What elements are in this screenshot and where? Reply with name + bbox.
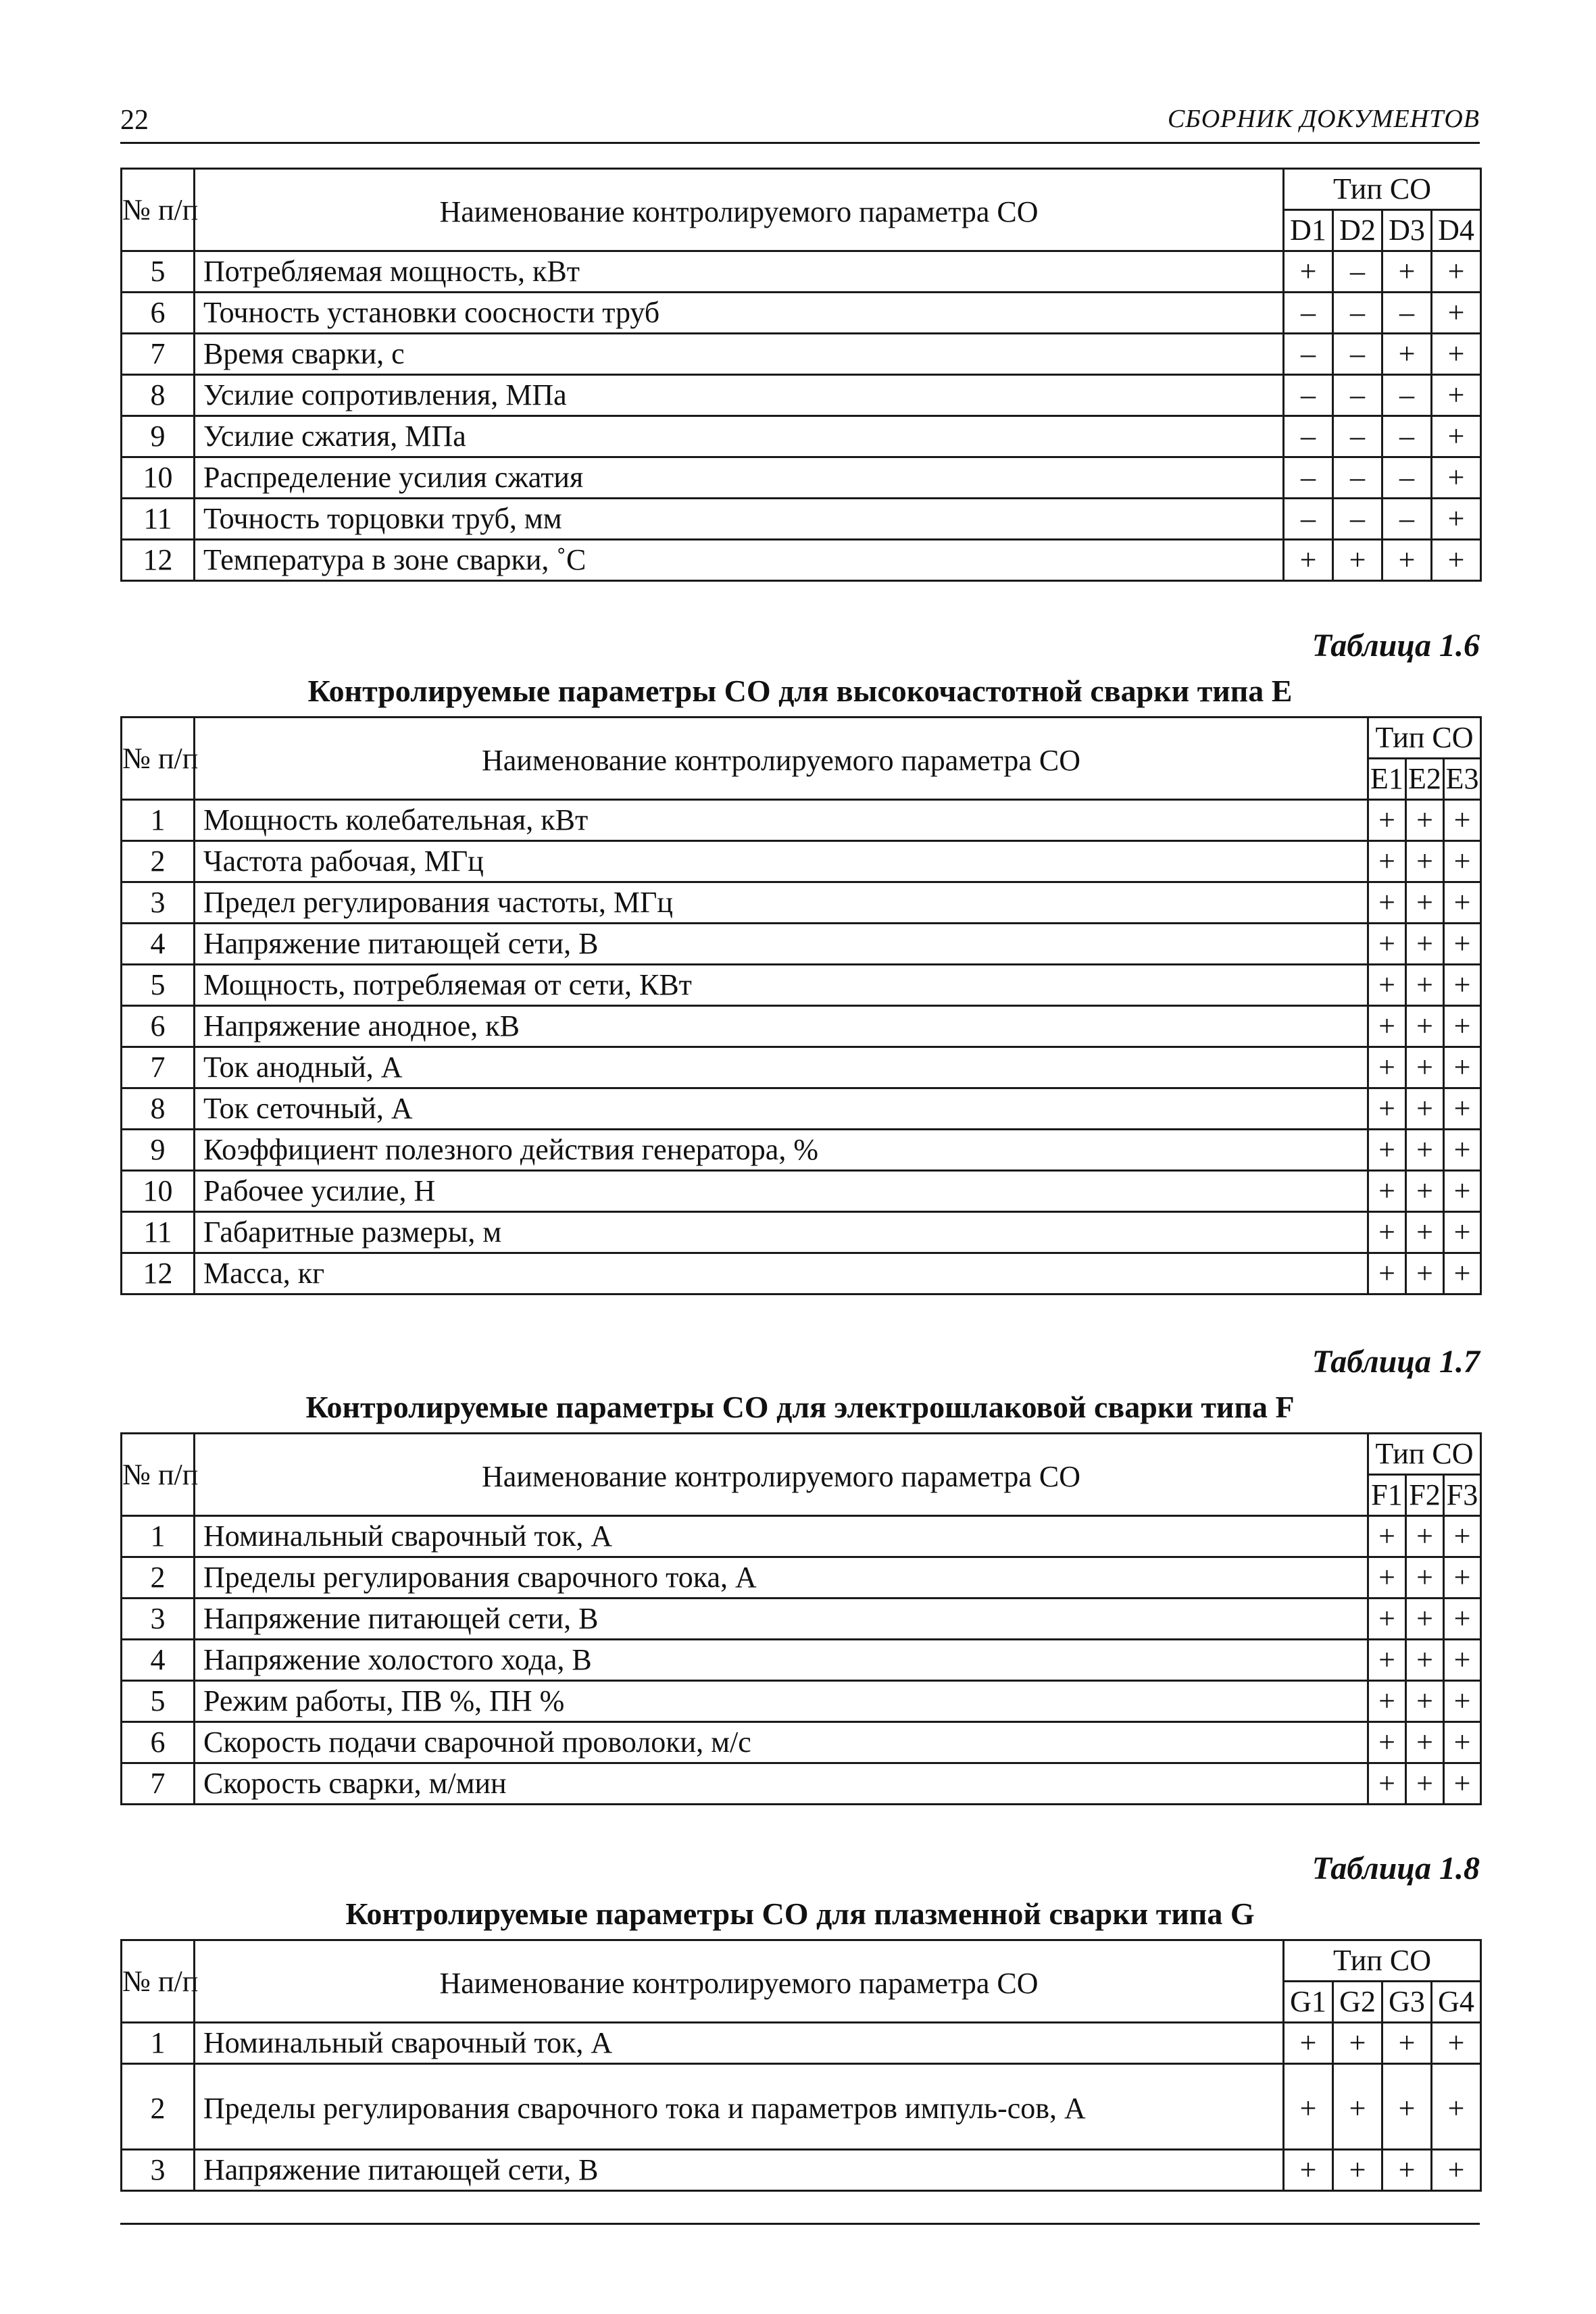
table-type-g bbox=[120, 1939, 1482, 2192]
header-col-f3: F3 bbox=[1444, 1475, 1481, 1516]
table-row bbox=[122, 1516, 1481, 1557]
applicability-mark: + bbox=[1432, 2150, 1481, 2191]
header-col-d1: D1 bbox=[1284, 210, 1333, 251]
parameter-name: Мощность, потребляемая от сети, КВт bbox=[195, 965, 1368, 1006]
table-label: Таблица 1.8 bbox=[1312, 1851, 1480, 1886]
table-row bbox=[122, 2150, 1481, 2191]
parameter-name: Напряжение питающей сети, В bbox=[195, 1599, 1368, 1640]
row-number: 1 bbox=[122, 2023, 195, 2064]
table-row bbox=[122, 800, 1481, 841]
header-parameter-name: Наименование контролируемого параметра СО bbox=[195, 718, 1368, 800]
applicability-mark: + bbox=[1406, 1253, 1444, 1294]
parameter-name: Рабочее усилие, Н bbox=[195, 1171, 1368, 1212]
applicability-mark: – bbox=[1333, 416, 1382, 457]
applicability-mark: – bbox=[1284, 334, 1333, 375]
header-num: № п/п bbox=[122, 169, 195, 251]
row-number: 3 bbox=[122, 882, 195, 924]
row-number: 7 bbox=[122, 334, 195, 375]
row-number: 8 bbox=[122, 375, 195, 416]
header-type-so: Тип СО bbox=[1368, 1434, 1481, 1475]
applicability-mark: – bbox=[1382, 416, 1432, 457]
applicability-mark: + bbox=[1406, 1557, 1444, 1599]
applicability-mark: + bbox=[1284, 251, 1333, 293]
applicability-mark: + bbox=[1368, 1722, 1406, 1763]
header-col-g1: G1 bbox=[1284, 1982, 1333, 2023]
applicability-mark: + bbox=[1382, 2064, 1432, 2150]
applicability-mark: + bbox=[1368, 1253, 1406, 1294]
parameter-name: Напряжение питающей сети, В bbox=[195, 2150, 1284, 2191]
applicability-mark: – bbox=[1284, 416, 1333, 457]
table-row bbox=[122, 1171, 1481, 1212]
table-row bbox=[122, 334, 1481, 375]
applicability-mark: + bbox=[1368, 1047, 1406, 1088]
parameter-name: Коэффициент полезного действия генератора, % bbox=[195, 1130, 1368, 1171]
applicability-mark: – bbox=[1284, 499, 1333, 540]
header-parameter-name: Наименование контролируемого параметра СО bbox=[195, 1434, 1368, 1516]
parameter-name: Напряжение холостого хода, В bbox=[195, 1640, 1368, 1681]
table-row bbox=[122, 2064, 1481, 2150]
table-row bbox=[122, 882, 1481, 924]
applicability-mark: + bbox=[1368, 882, 1406, 924]
header-col-d2: D2 bbox=[1333, 210, 1382, 251]
applicability-mark: + bbox=[1368, 924, 1406, 965]
table-row bbox=[122, 1599, 1481, 1640]
applicability-mark: + bbox=[1333, 540, 1382, 581]
applicability-mark: + bbox=[1368, 1006, 1406, 1047]
row-number: 10 bbox=[122, 457, 195, 499]
applicability-mark: – bbox=[1333, 334, 1382, 375]
applicability-mark: + bbox=[1368, 1681, 1406, 1722]
row-number: 9 bbox=[122, 1130, 195, 1171]
applicability-mark: – bbox=[1382, 457, 1432, 499]
applicability-mark: + bbox=[1284, 2150, 1333, 2191]
page-number: 22 bbox=[120, 105, 149, 136]
table-row bbox=[122, 416, 1481, 457]
applicability-mark: + bbox=[1368, 841, 1406, 882]
applicability-mark: + bbox=[1432, 251, 1481, 293]
header-num: № п/п bbox=[122, 1940, 195, 2023]
applicability-mark: + bbox=[1406, 882, 1444, 924]
applicability-mark: + bbox=[1406, 1130, 1444, 1171]
applicability-mark: – bbox=[1333, 375, 1382, 416]
applicability-mark: + bbox=[1432, 334, 1481, 375]
applicability-mark: + bbox=[1406, 1047, 1444, 1088]
row-number: 1 bbox=[122, 1516, 195, 1557]
parameter-name: Скорость подачи сварочной проволоки, м/с bbox=[195, 1722, 1368, 1763]
header-col-g2: G2 bbox=[1333, 1982, 1382, 2023]
applicability-mark: + bbox=[1406, 1171, 1444, 1212]
row-number: 3 bbox=[122, 1599, 195, 1640]
applicability-mark: + bbox=[1406, 1763, 1444, 1805]
applicability-mark: + bbox=[1432, 375, 1481, 416]
row-number: 7 bbox=[122, 1047, 195, 1088]
header-parameter-name: Наименование контролируемого параметра СО bbox=[195, 1940, 1284, 2023]
row-number: 5 bbox=[122, 965, 195, 1006]
header-col-d3: D3 bbox=[1382, 210, 1432, 251]
applicability-mark: + bbox=[1444, 965, 1481, 1006]
parameter-name: Ток анодный, А bbox=[195, 1047, 1368, 1088]
parameter-name: Частота рабочая, МГц bbox=[195, 841, 1368, 882]
applicability-mark: + bbox=[1333, 2150, 1382, 2191]
applicability-mark: – bbox=[1333, 457, 1382, 499]
applicability-mark: – bbox=[1284, 375, 1333, 416]
parameter-name: Усилие сопротивления, МПа bbox=[195, 375, 1284, 416]
applicability-mark: + bbox=[1333, 2064, 1382, 2150]
applicability-mark: – bbox=[1382, 499, 1432, 540]
applicability-mark: + bbox=[1368, 1171, 1406, 1212]
row-number: 4 bbox=[122, 924, 195, 965]
header-col-e2: E2 bbox=[1406, 759, 1444, 800]
applicability-mark: + bbox=[1444, 1722, 1481, 1763]
parameter-name: Распределение усилия сжатия bbox=[195, 457, 1284, 499]
applicability-mark: + bbox=[1444, 1047, 1481, 1088]
applicability-mark: + bbox=[1444, 924, 1481, 965]
applicability-mark: + bbox=[1432, 416, 1481, 457]
table-row bbox=[122, 1088, 1481, 1130]
parameter-name: Время сварки, с bbox=[195, 334, 1284, 375]
parameter-name: Габаритные размеры, м bbox=[195, 1212, 1368, 1253]
applicability-mark: + bbox=[1368, 1763, 1406, 1805]
table-row bbox=[122, 1640, 1481, 1681]
applicability-mark: + bbox=[1406, 1212, 1444, 1253]
applicability-mark: + bbox=[1444, 1171, 1481, 1212]
applicability-mark: + bbox=[1382, 540, 1432, 581]
row-number: 6 bbox=[122, 293, 195, 334]
table-title: Контролируемые параметры СО для плазменной сварки типа G bbox=[345, 1896, 1255, 1931]
row-number: 10 bbox=[122, 1171, 195, 1212]
applicability-mark: – bbox=[1284, 457, 1333, 499]
applicability-mark: + bbox=[1444, 882, 1481, 924]
applicability-mark: + bbox=[1284, 2064, 1333, 2150]
applicability-mark: + bbox=[1406, 1088, 1444, 1130]
applicability-mark: + bbox=[1406, 965, 1444, 1006]
table-row bbox=[122, 924, 1481, 965]
applicability-mark: + bbox=[1406, 1681, 1444, 1722]
applicability-mark: + bbox=[1444, 841, 1481, 882]
header-col-f2: F2 bbox=[1406, 1475, 1444, 1516]
table-label: Таблица 1.6 bbox=[1312, 628, 1480, 663]
applicability-mark: + bbox=[1432, 293, 1481, 334]
applicability-mark: + bbox=[1382, 334, 1432, 375]
row-number: 12 bbox=[122, 1253, 195, 1294]
applicability-mark: + bbox=[1406, 841, 1444, 882]
header-num: № п/п bbox=[122, 718, 195, 800]
applicability-mark: + bbox=[1368, 1599, 1406, 1640]
row-number: 1 bbox=[122, 800, 195, 841]
parameter-name: Пределы регулирования сварочного тока и параметров импуль-сов, А bbox=[195, 2064, 1284, 2150]
applicability-mark: + bbox=[1444, 1557, 1481, 1599]
table-row bbox=[122, 1212, 1481, 1253]
row-number: 5 bbox=[122, 1681, 195, 1722]
row-number: 12 bbox=[122, 540, 195, 581]
row-number: 6 bbox=[122, 1006, 195, 1047]
row-number: 9 bbox=[122, 416, 195, 457]
header-type-so: Тип СО bbox=[1368, 718, 1481, 759]
applicability-mark: + bbox=[1406, 800, 1444, 841]
applicability-mark: + bbox=[1444, 1681, 1481, 1722]
applicability-mark: + bbox=[1368, 1516, 1406, 1557]
parameter-name: Температура в зоне сварки, ˚С bbox=[195, 540, 1284, 581]
applicability-mark: – bbox=[1382, 375, 1432, 416]
applicability-mark: + bbox=[1444, 1212, 1481, 1253]
table-row bbox=[122, 251, 1481, 293]
parameter-name: Номинальный сварочный ток, А bbox=[195, 2023, 1284, 2064]
table-row bbox=[122, 499, 1481, 540]
applicability-mark: – bbox=[1382, 293, 1432, 334]
header-col-d4: D4 bbox=[1432, 210, 1481, 251]
header-col-e3: E3 bbox=[1444, 759, 1481, 800]
table-row bbox=[122, 965, 1481, 1006]
parameter-name: Масса, кг bbox=[195, 1253, 1368, 1294]
table-label: Таблица 1.7 bbox=[1312, 1344, 1480, 1380]
applicability-mark: + bbox=[1382, 2150, 1432, 2191]
parameter-name: Скорость сварки, м/мин bbox=[195, 1763, 1368, 1805]
applicability-mark: + bbox=[1444, 1599, 1481, 1640]
table-title: Контролируемые параметры СО для высокочастотной сварки типа E bbox=[307, 674, 1293, 708]
header-col-f1: F1 bbox=[1368, 1475, 1406, 1516]
parameter-name: Усилие сжатия, МПа bbox=[195, 416, 1284, 457]
applicability-mark: + bbox=[1406, 1599, 1444, 1640]
parameter-name: Напряжение питающей сети, В bbox=[195, 924, 1368, 965]
parameter-name: Режим работы, ПВ %, ПН % bbox=[195, 1681, 1368, 1722]
header-col-g3: G3 bbox=[1382, 1982, 1432, 2023]
applicability-mark: + bbox=[1368, 1088, 1406, 1130]
parameter-name: Предел регулирования частоты, МГц bbox=[195, 882, 1368, 924]
applicability-mark: + bbox=[1406, 924, 1444, 965]
parameter-name: Точность торцовки труб, мм bbox=[195, 499, 1284, 540]
table-type-e bbox=[120, 716, 1482, 1295]
parameter-name: Точность установки соосности труб bbox=[195, 293, 1284, 334]
table-row bbox=[122, 1130, 1481, 1171]
applicability-mark: + bbox=[1406, 1006, 1444, 1047]
applicability-mark: + bbox=[1382, 2023, 1432, 2064]
table-row bbox=[122, 1006, 1481, 1047]
table-type-d bbox=[120, 168, 1482, 582]
row-number: 11 bbox=[122, 499, 195, 540]
parameter-name: Номинальный сварочный ток, А bbox=[195, 1516, 1368, 1557]
applicability-mark: + bbox=[1406, 1722, 1444, 1763]
applicability-mark: + bbox=[1368, 800, 1406, 841]
applicability-mark: + bbox=[1444, 1130, 1481, 1171]
table-row bbox=[122, 375, 1481, 416]
applicability-mark: + bbox=[1368, 1640, 1406, 1681]
applicability-mark: + bbox=[1368, 1212, 1406, 1253]
table-title: Контролируемые параметры СО для электрошлаковой сварки типа F bbox=[305, 1390, 1295, 1424]
row-number: 2 bbox=[122, 1557, 195, 1599]
header-parameter-name: Наименование контролируемого параметра СО bbox=[195, 169, 1284, 251]
table-row bbox=[122, 1722, 1481, 1763]
table-row bbox=[122, 1253, 1481, 1294]
applicability-mark: + bbox=[1333, 2023, 1382, 2064]
row-number: 3 bbox=[122, 2150, 195, 2191]
table-row bbox=[122, 841, 1481, 882]
applicability-mark: + bbox=[1284, 2023, 1333, 2064]
applicability-mark: – bbox=[1333, 293, 1382, 334]
parameter-name: Пределы регулирования сварочного тока, А bbox=[195, 1557, 1368, 1599]
applicability-mark: + bbox=[1432, 457, 1481, 499]
applicability-mark: + bbox=[1444, 1088, 1481, 1130]
applicability-mark: + bbox=[1406, 1640, 1444, 1681]
row-number: 8 bbox=[122, 1088, 195, 1130]
running-header bbox=[120, 101, 1480, 144]
applicability-mark: + bbox=[1432, 540, 1481, 581]
footer-rule bbox=[120, 2223, 1480, 2225]
table-row bbox=[122, 1681, 1481, 1722]
header-num: № п/п bbox=[122, 1434, 195, 1516]
parameter-name: Напряжение анодное, кВ bbox=[195, 1006, 1368, 1047]
applicability-mark: + bbox=[1382, 251, 1432, 293]
applicability-mark: + bbox=[1368, 965, 1406, 1006]
row-number: 2 bbox=[122, 2064, 195, 2150]
table-row bbox=[122, 2023, 1481, 2064]
applicability-mark: + bbox=[1368, 1557, 1406, 1599]
running-title: СБОРНИК ДОКУМЕНТОВ bbox=[1167, 105, 1480, 133]
row-number: 5 bbox=[122, 251, 195, 293]
applicability-mark: + bbox=[1432, 499, 1481, 540]
parameter-name: Ток сеточный, А bbox=[195, 1088, 1368, 1130]
header-type-so: Тип СО bbox=[1284, 169, 1481, 210]
table-row bbox=[122, 540, 1481, 581]
row-number: 6 bbox=[122, 1722, 195, 1763]
table-row bbox=[122, 293, 1481, 334]
applicability-mark: – bbox=[1284, 293, 1333, 334]
applicability-mark: + bbox=[1444, 1763, 1481, 1805]
applicability-mark: – bbox=[1333, 251, 1382, 293]
applicability-mark: + bbox=[1284, 540, 1333, 581]
row-number: 4 bbox=[122, 1640, 195, 1681]
row-number: 11 bbox=[122, 1212, 195, 1253]
applicability-mark: + bbox=[1444, 1006, 1481, 1047]
applicability-mark: + bbox=[1444, 1516, 1481, 1557]
applicability-mark: + bbox=[1444, 800, 1481, 841]
table-type-f bbox=[120, 1432, 1482, 1805]
applicability-mark: + bbox=[1444, 1253, 1481, 1294]
applicability-mark: – bbox=[1333, 499, 1382, 540]
header-type-so: Тип СО bbox=[1284, 1940, 1481, 1982]
header-col-g4: G4 bbox=[1432, 1982, 1481, 2023]
row-number: 2 bbox=[122, 841, 195, 882]
table-row bbox=[122, 457, 1481, 499]
parameter-name: Потребляемая мощность, кВт bbox=[195, 251, 1284, 293]
applicability-mark: + bbox=[1406, 1516, 1444, 1557]
applicability-mark: + bbox=[1432, 2064, 1481, 2150]
applicability-mark: + bbox=[1368, 1130, 1406, 1171]
table-row bbox=[122, 1763, 1481, 1805]
parameter-name: Мощность колебательная, кВт bbox=[195, 800, 1368, 841]
row-number: 7 bbox=[122, 1763, 195, 1805]
table-row bbox=[122, 1047, 1481, 1088]
applicability-mark: + bbox=[1432, 2023, 1481, 2064]
applicability-mark: + bbox=[1444, 1640, 1481, 1681]
table-row bbox=[122, 1557, 1481, 1599]
header-col-e1: E1 bbox=[1368, 759, 1406, 800]
